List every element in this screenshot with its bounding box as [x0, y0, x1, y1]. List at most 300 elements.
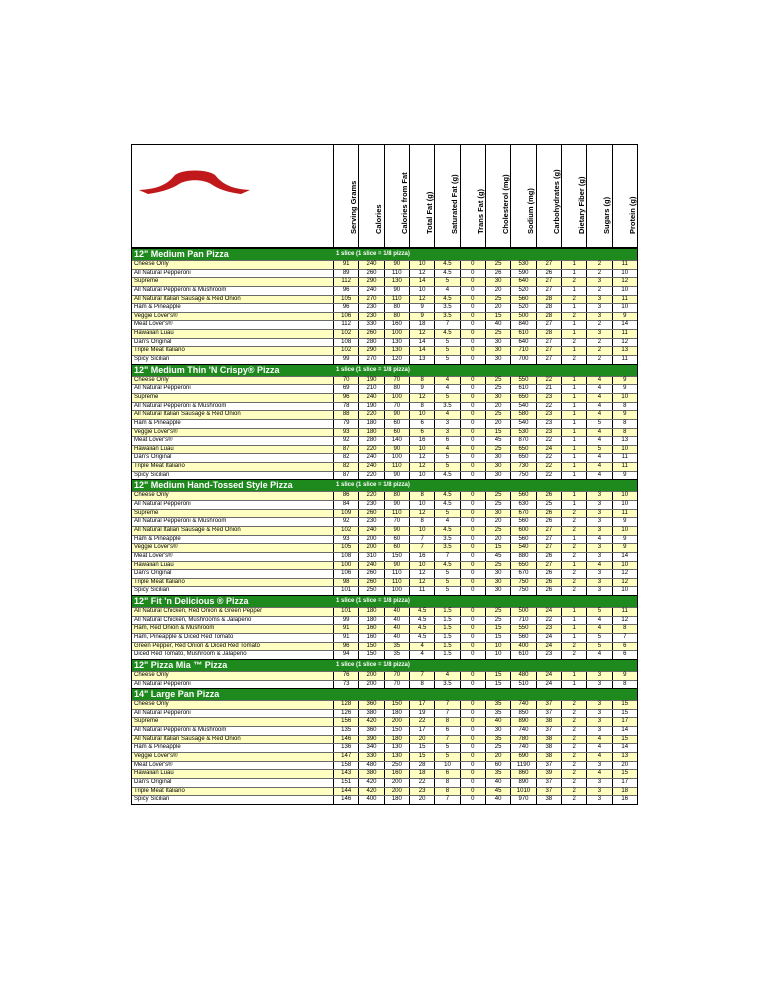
table-row — [132, 633, 637, 642]
nutrient-value: 40 — [384, 625, 409, 633]
table-row — [132, 329, 637, 338]
nutrient-value: 420 — [358, 718, 383, 726]
table-row — [132, 552, 637, 561]
item-name: Spicy Sicilian — [134, 796, 170, 803]
nutrient-value: 580 — [510, 411, 535, 419]
nutrient-value: 37 — [536, 762, 561, 770]
column-header-label: Protein (g) — [627, 196, 637, 234]
nutrient-value: 15 — [485, 672, 510, 680]
nutrient-value: 2 — [561, 762, 586, 770]
column-header-label: Sugars (g) — [602, 196, 612, 234]
nutrient-value: 610 — [510, 651, 535, 659]
nutrient-value: 250 — [384, 762, 409, 770]
nutrient-value: 740 — [510, 744, 535, 752]
nutrient-value: 3 — [586, 579, 611, 587]
nutrient-value: 0 — [460, 420, 485, 428]
nutrient-value: 200 — [384, 779, 409, 787]
nutrient-value: 60 — [384, 420, 409, 428]
nutrient-value: 11 — [612, 261, 637, 269]
nutrient-value: 1 — [561, 536, 586, 544]
nutrient-value: 180 — [358, 608, 383, 616]
nutrient-value: 780 — [510, 736, 535, 744]
nutrient-value: 560 — [510, 518, 535, 526]
nutrient-value: 28 — [409, 762, 434, 770]
nutrient-value: 11 — [409, 587, 434, 595]
nutrient-value: 20 — [485, 518, 510, 526]
nutrient-value: 0 — [460, 385, 485, 393]
table-row — [132, 535, 637, 544]
nutrient-value: 750 — [510, 472, 535, 480]
nutrient-value: 20 — [612, 762, 637, 770]
nutrient-value: 0 — [460, 625, 485, 633]
item-name: Hawaiian Luau — [134, 445, 174, 452]
nutrient-value: 15 — [612, 736, 637, 744]
nutrient-value: 3 — [586, 553, 611, 561]
nutrient-value: 260 — [358, 510, 383, 518]
nutrient-value: 2 — [586, 270, 611, 278]
nutrient-value: 15 — [485, 625, 510, 633]
nutrient-value: 90 — [384, 562, 409, 570]
column-header-label: Calories from Fat — [399, 172, 409, 234]
item-name: All Natural Pepperoni — [134, 680, 191, 687]
nutrient-value: 9 — [612, 472, 637, 480]
item-name: Veggie Lover's® — [134, 753, 178, 760]
nutrient-value: 4 — [586, 385, 611, 393]
table-row — [132, 642, 637, 651]
nutrient-value: 150 — [358, 651, 383, 659]
nutrient-value: 30 — [485, 339, 510, 347]
nutrient-value: 12 — [409, 463, 434, 471]
nutrient-value: 87 — [333, 446, 358, 454]
nutrient-value: 10 — [612, 270, 637, 278]
nutrient-value: 330 — [358, 321, 383, 329]
nutrient-value: 5 — [434, 278, 459, 286]
nutrient-value: 5 — [434, 454, 459, 462]
nutrient-value: 22 — [536, 403, 561, 411]
nutrient-value: 380 — [358, 710, 383, 718]
nutrient-value: 7 — [409, 544, 434, 552]
nutrient-value: 40 — [485, 779, 510, 787]
nutrient-value: 30 — [485, 727, 510, 735]
nutrient-value: 890 — [510, 718, 535, 726]
table-row — [132, 752, 637, 761]
nutrient-value: 6 — [434, 437, 459, 445]
nutrient-value: 60 — [384, 536, 409, 544]
nutrient-value: 27 — [536, 287, 561, 295]
nutrient-value: 0 — [460, 570, 485, 578]
item-name: All Natural Chicken, Red Onion & Green Pepper — [134, 608, 263, 615]
nutrient-value: 4 — [586, 411, 611, 419]
nutrient-value: 27 — [536, 356, 561, 364]
item-name: Hawaiian Luau — [134, 770, 174, 777]
nutrient-value: 130 — [384, 753, 409, 761]
nutrient-value: 26 — [536, 492, 561, 500]
nutrient-value: 3 — [586, 727, 611, 735]
nutrient-value: 26 — [536, 579, 561, 587]
nutrient-value: 240 — [358, 287, 383, 295]
nutrient-value: 26 — [536, 587, 561, 595]
nutrient-value: 101 — [333, 587, 358, 595]
item-name: Dan's Original — [134, 570, 172, 577]
nutrient-value: 610 — [510, 330, 535, 338]
nutrient-value: 12 — [409, 510, 434, 518]
serving-note — [333, 689, 336, 700]
nutrient-value: 96 — [333, 394, 358, 402]
column-header-label: Total Fat (g) — [425, 191, 435, 234]
nutrient-value: 4 — [586, 625, 611, 633]
nutrient-value: 70 — [384, 672, 409, 680]
nutrient-value: 128 — [333, 701, 358, 709]
nutrient-value: 2 — [561, 736, 586, 744]
nutrient-value: 70 — [384, 518, 409, 526]
item-name: Ham & Pineapple — [134, 535, 181, 542]
nutrient-value: 240 — [358, 261, 383, 269]
nutrient-value: 670 — [510, 510, 535, 518]
nutrient-value: 12 — [612, 579, 637, 587]
nutrient-value: 2 — [586, 321, 611, 329]
nutrient-value: 4.5 — [434, 562, 459, 570]
item-name: All Natural Pepperoni & Mushroom — [134, 518, 227, 525]
nutrient-value: 21 — [536, 385, 561, 393]
nutrient-value: 4 — [586, 753, 611, 761]
nutrient-value: 86 — [333, 492, 358, 500]
nutrient-value: 0 — [460, 313, 485, 321]
nutrient-value: 290 — [358, 347, 383, 355]
nutrient-value: 4 — [434, 411, 459, 419]
nutrient-value: 4 — [586, 744, 611, 752]
nutrient-value: 22 — [536, 454, 561, 462]
nutrient-value: 70 — [384, 681, 409, 689]
nutrient-value: 0 — [460, 518, 485, 526]
item-name: Triple Meat Italiano — [134, 578, 185, 585]
nutrient-value: 1 — [561, 634, 586, 642]
nutrient-value: 4 — [586, 437, 611, 445]
table-row — [132, 428, 637, 437]
nutrient-value: 4 — [434, 385, 459, 393]
nutrient-value: 420 — [358, 788, 383, 796]
item-name: All Natural Italian Sausage & Red Onion — [134, 295, 241, 302]
nutrient-value: 1 — [561, 270, 586, 278]
nutrient-value: 13 — [612, 437, 637, 445]
nutrient-value: 25 — [485, 617, 510, 625]
nutrient-value: 710 — [510, 617, 535, 625]
nutrient-value: 0 — [460, 429, 485, 437]
nutrient-value: 92 — [333, 518, 358, 526]
nutrient-value: 0 — [460, 651, 485, 659]
nutrient-value: 6 — [612, 643, 637, 651]
nutrient-value: 20 — [409, 736, 434, 744]
nutrient-value: 30 — [485, 472, 510, 480]
nutrient-value: 1.5 — [434, 651, 459, 659]
table-row — [132, 624, 637, 633]
nutrient-value: 73 — [333, 681, 358, 689]
nutrient-value: 15 — [612, 710, 637, 718]
nutrient-value: 19 — [409, 710, 434, 718]
nutrient-value: 650 — [510, 446, 535, 454]
nutrient-value: 5 — [434, 587, 459, 595]
nutrient-value: 13 — [612, 753, 637, 761]
nutrient-value: 3 — [586, 330, 611, 338]
nutrient-value: 0 — [460, 454, 485, 462]
nutrient-value: 0 — [460, 681, 485, 689]
nutrient-value: 5 — [434, 347, 459, 355]
nutrient-value: 0 — [460, 710, 485, 718]
logo-area — [132, 145, 333, 247]
nutrient-value: 0 — [460, 278, 485, 286]
nutrient-value: 480 — [510, 672, 535, 680]
nutrient-value: 5 — [434, 356, 459, 364]
nutrient-value: 4 — [586, 463, 611, 471]
nutrient-value: 500 — [510, 313, 535, 321]
nutrient-value: 0 — [460, 762, 485, 770]
item-name: Ham & Pineapple — [134, 304, 181, 311]
nutrient-value: 30 — [485, 463, 510, 471]
nutrient-value: 10 — [409, 501, 434, 509]
nutrient-value: 14 — [612, 553, 637, 561]
nutrient-value: 1 — [561, 437, 586, 445]
nutrient-value: 0 — [460, 356, 485, 364]
item-name: Veggie Lover's® — [134, 312, 178, 319]
nutrient-value: 190 — [358, 377, 383, 385]
nutrient-value: 13 — [409, 356, 434, 364]
nutrient-value: 0 — [460, 347, 485, 355]
nutrient-value: 4.5 — [409, 608, 434, 616]
nutrient-value: 530 — [510, 261, 535, 269]
nutrient-value: 1 — [561, 377, 586, 385]
nutrient-value: 230 — [358, 501, 383, 509]
nutrient-value: 12 — [409, 454, 434, 462]
nutrient-value: 10 — [434, 762, 459, 770]
table-row — [132, 561, 637, 570]
nutrient-value: 8 — [409, 681, 434, 689]
nutrient-value: 91 — [333, 634, 358, 642]
nutrient-value: 5 — [434, 579, 459, 587]
column-header — [460, 145, 485, 247]
nutrient-value: 147 — [333, 753, 358, 761]
nutrient-value: 24 — [536, 672, 561, 680]
nutrient-value: 3 — [586, 710, 611, 718]
nutrient-value: 5 — [434, 510, 459, 518]
nutrient-value: 26 — [536, 270, 561, 278]
table-row — [132, 277, 637, 286]
nutrient-value: 0 — [460, 403, 485, 411]
table-row — [132, 769, 637, 778]
nutrient-value: 78 — [333, 403, 358, 411]
table-row — [132, 543, 637, 552]
item-name: Veggie Lover's® — [134, 544, 178, 551]
nutrient-value: 25 — [485, 492, 510, 500]
nutrient-value: 12 — [612, 339, 637, 347]
nutrient-value: 4 — [586, 472, 611, 480]
nutrient-value: 3.5 — [434, 403, 459, 411]
nutrient-value: 180 — [358, 420, 383, 428]
nutrient-value: 82 — [333, 463, 358, 471]
nutrient-value: 5 — [586, 446, 611, 454]
nutrient-value: 610 — [510, 385, 535, 393]
nutrient-value: 2 — [586, 339, 611, 347]
nutrient-value: 17 — [409, 727, 434, 735]
nutrient-value: 740 — [510, 701, 535, 709]
nutrient-value: 4 — [586, 562, 611, 570]
nutrient-value: 10 — [409, 261, 434, 269]
nutrient-value: 180 — [358, 617, 383, 625]
column-header — [358, 145, 383, 247]
nutrient-value: 27 — [536, 544, 561, 552]
nutrient-value: 1 — [561, 429, 586, 437]
table-row — [132, 269, 637, 278]
nutrient-value: 260 — [358, 270, 383, 278]
nutrient-value: 5 — [434, 753, 459, 761]
nutrient-value: 20 — [409, 796, 434, 804]
nutrient-value: 108 — [333, 553, 358, 561]
nutrient-value: 98 — [333, 579, 358, 587]
table-row — [132, 787, 637, 796]
table-row — [132, 286, 637, 295]
nutrient-value: 20 — [485, 536, 510, 544]
nutrient-value: 890 — [510, 779, 535, 787]
nutrient-value: 0 — [460, 587, 485, 595]
nutrient-value: 4 — [586, 377, 611, 385]
nutrient-value: 11 — [612, 463, 637, 471]
nutrient-value: 30 — [485, 579, 510, 587]
nutrient-value: 18 — [409, 770, 434, 778]
nutrient-value: 1.5 — [434, 617, 459, 625]
table-row — [132, 569, 637, 578]
nutrient-value: 260 — [358, 570, 383, 578]
nutrient-value: 180 — [384, 796, 409, 804]
nutrient-value: 260 — [358, 579, 383, 587]
nutrient-value: 2 — [561, 296, 586, 304]
nutrient-value: 38 — [536, 736, 561, 744]
item-name: Spicy Sicilian — [134, 471, 170, 478]
nutrient-value: 90 — [384, 527, 409, 535]
nutrient-value: 110 — [384, 510, 409, 518]
nutrient-value: 4 — [586, 454, 611, 462]
nutrient-value: 16 — [612, 796, 637, 804]
nutrient-value: 600 — [510, 527, 535, 535]
table-row — [132, 320, 637, 329]
nutrient-value: 90 — [384, 261, 409, 269]
nutrient-value: 8 — [434, 788, 459, 796]
nutrient-value: 4.5 — [409, 634, 434, 642]
nutrient-value: 0 — [460, 394, 485, 402]
nutrient-value: 120 — [384, 356, 409, 364]
nutrient-value: 22 — [536, 377, 561, 385]
nutrient-value: 35 — [384, 643, 409, 651]
nutrient-value: 27 — [536, 261, 561, 269]
item-name: All Natural Pepperoni & Mushroom — [134, 402, 227, 409]
nutrient-value: 2 — [586, 261, 611, 269]
nutrient-value: 8 — [409, 492, 434, 500]
nutrient-value: 45 — [485, 437, 510, 445]
nutrient-value: 8 — [409, 403, 434, 411]
table-header — [132, 145, 637, 248]
serving-note: 1 slice (1 slice = 1/8 pizza) — [336, 598, 410, 605]
nutrient-value: 200 — [358, 536, 383, 544]
nutrient-value: 30 — [485, 278, 510, 286]
nutrient-value: 1.5 — [434, 625, 459, 633]
nutrient-value: 37 — [536, 701, 561, 709]
nutrient-value: 22 — [409, 779, 434, 787]
nutrient-value: 20 — [485, 420, 510, 428]
nutrient-value: 23 — [536, 394, 561, 402]
nutrient-value: 37 — [536, 727, 561, 735]
column-header-label: Saturated Fat (g) — [450, 174, 460, 234]
nutrient-value: 25 — [485, 377, 510, 385]
nutrition-table — [131, 144, 638, 805]
item-name: Spicy Sicilian — [134, 356, 170, 363]
nutrient-value: 0 — [460, 296, 485, 304]
nutrient-value: 135 — [333, 727, 358, 735]
nutrient-value: 15 — [409, 753, 434, 761]
nutrient-value: 0 — [460, 261, 485, 269]
nutrient-value: 126 — [333, 710, 358, 718]
nutrient-value: 3 — [586, 779, 611, 787]
nutrient-value: 200 — [358, 672, 383, 680]
nutrient-value: 1 — [561, 403, 586, 411]
nutrient-value: 15 — [409, 744, 434, 752]
column-header — [510, 145, 535, 247]
nutrient-value: 0 — [460, 736, 485, 744]
nutrient-value: 4 — [434, 377, 459, 385]
item-name: Dan's Original — [134, 454, 172, 461]
nutrient-value: 79 — [333, 420, 358, 428]
nutrient-value: 80 — [384, 492, 409, 500]
nutrient-value: 99 — [333, 356, 358, 364]
nutrient-value: 14 — [409, 339, 434, 347]
item-name: Triple Meat Italiano — [134, 463, 185, 470]
nutrient-value: 0 — [460, 536, 485, 544]
nutrient-value: 15 — [612, 770, 637, 778]
nutrient-value: 150 — [384, 727, 409, 735]
table-row — [132, 650, 637, 659]
nutrient-value: 2 — [561, 510, 586, 518]
nutrient-value: 550 — [510, 625, 535, 633]
nutrient-value: 2 — [561, 727, 586, 735]
nutrient-value: 0 — [460, 501, 485, 509]
nutrient-value: 560 — [510, 536, 535, 544]
nutrient-value: 16 — [409, 437, 434, 445]
nutrient-value: 92 — [333, 437, 358, 445]
nutrient-value: 100 — [333, 562, 358, 570]
nutrient-value: 240 — [358, 527, 383, 535]
item-name: All Natural Pepperoni — [134, 385, 191, 392]
nutrient-value: 20 — [485, 287, 510, 295]
nutrient-value: 9 — [612, 377, 637, 385]
nutrient-value: 25 — [485, 296, 510, 304]
nutrient-value: 130 — [384, 347, 409, 355]
item-name: Green Pepper, Red Onion & Diced Red Tomato — [134, 642, 260, 649]
item-name: Cheese Only — [134, 492, 169, 499]
nutrient-value: 220 — [358, 492, 383, 500]
nutrient-value: 12 — [612, 570, 637, 578]
column-header-label: Serving Grams — [349, 180, 359, 234]
nutrient-value: 9 — [409, 385, 434, 393]
nutrient-value: 4 — [434, 518, 459, 526]
nutrient-value: 100 — [384, 454, 409, 462]
nutrient-value: 146 — [333, 796, 358, 804]
column-header-label: Sodium (mg) — [526, 188, 536, 234]
nutrient-value: 24 — [536, 681, 561, 689]
nutrient-value: 110 — [384, 579, 409, 587]
nutrient-value: 12 — [409, 394, 434, 402]
nutrient-value: 200 — [384, 718, 409, 726]
nutrient-value: 45 — [485, 788, 510, 796]
nutrient-value: 23 — [536, 411, 561, 419]
table-row — [132, 700, 637, 709]
nutrient-value: 30 — [485, 570, 510, 578]
nutrient-value: 290 — [358, 278, 383, 286]
